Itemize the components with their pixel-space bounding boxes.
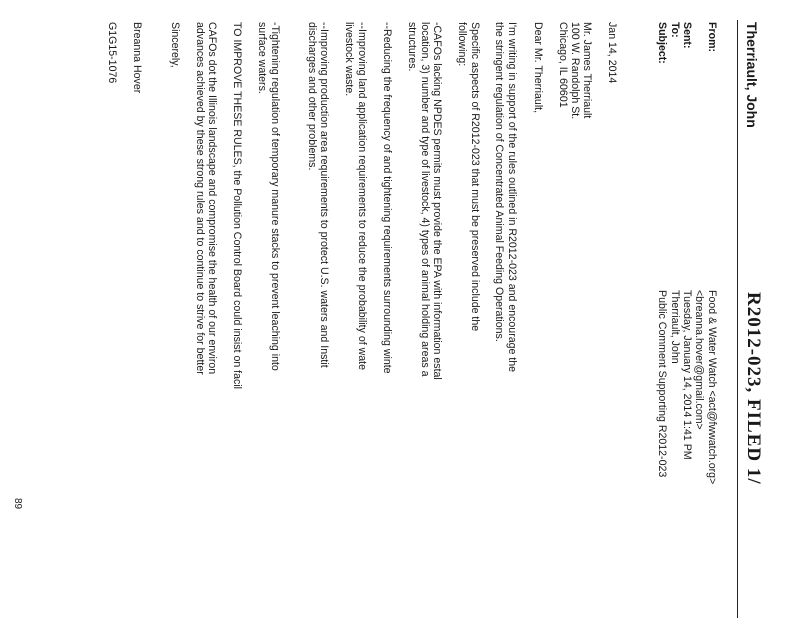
signoff: Sincerely,: [169, 22, 181, 68]
sender-name-header: Therriault, John: [744, 22, 760, 128]
point-3-line: livestock waste.: [343, 22, 355, 97]
address-line: Chicago, IL 60601: [557, 22, 569, 108]
page-number: 89: [12, 498, 23, 510]
to-value: Therriault, John: [669, 290, 681, 364]
point-1-line: -CAFOs lacking NPDES permits must provide the EPA with information estal: [431, 22, 443, 380]
point-1-line: structures.: [406, 22, 418, 72]
point-5-line: surface waters.: [256, 22, 268, 94]
closing-line: CAFOs dot the Illinois landscape and compromise the health of our environ: [206, 22, 218, 375]
point-5-line: -Tightening regulation of temporary manure stacks to prevent leaching into: [269, 22, 281, 371]
signer-name: Breanna Hover: [131, 22, 143, 94]
aspects-line: following:: [456, 22, 468, 67]
intro-line: the stringent regulation of Concentrated Animal Feeding Operations.: [493, 22, 505, 342]
reference-code: G1G15-1076: [106, 22, 118, 84]
point-2-line: --Reducing the frequency of and tightening requirements surrounding winte: [381, 22, 393, 374]
to-label: To:: [669, 22, 681, 38]
improve-line: TO IMPROVE THESE RULES, the Pollution Control Board could insist on facil: [231, 22, 243, 390]
subject-value: Public Comment Supporting R2012-023: [656, 290, 668, 478]
subject-label: Subject:: [656, 22, 668, 64]
point-4-line: discharges and other problems.: [306, 22, 318, 171]
address-line: Mr. James Therriault: [581, 22, 593, 119]
from-label: From:: [706, 22, 718, 53]
address-line: 100 W. Randolph St.: [569, 22, 581, 120]
aspects-line: Specific aspects of R2012-023 that must be preserved include the: [469, 22, 481, 332]
point-3-line: --Improving land application requirements to reduce the probability of wate: [356, 22, 368, 371]
sent-label: Sent:: [681, 22, 693, 49]
point-4-line: --Improving production area requirements to protect U.S. waters and Instit: [318, 22, 330, 368]
sent-value: Tuesday, January 14, 2014 1:41 PM: [681, 290, 693, 460]
point-1-line: location, 3) number and type of livestock, 4) types of animal holding areas a: [419, 22, 431, 377]
from-value: Food & Water Watch <act@fwwatch.org>: [706, 290, 718, 485]
closing-line: advances achieved by these strong rules and to continue to strive for better: [194, 22, 206, 375]
intro-line: I'm writing in support of the rules outlined in R2012-023 and encourage the: [506, 22, 518, 373]
header-rule: [737, 20, 738, 618]
from-value-email: <breanna.hover@gmail.com>: [693, 290, 705, 430]
letter-date: Jan 14, 2014: [606, 22, 618, 84]
salutation: Dear Mr. Therriault,: [532, 22, 544, 114]
filing-stamp: R2012-023, FILED 1/: [743, 292, 764, 485]
